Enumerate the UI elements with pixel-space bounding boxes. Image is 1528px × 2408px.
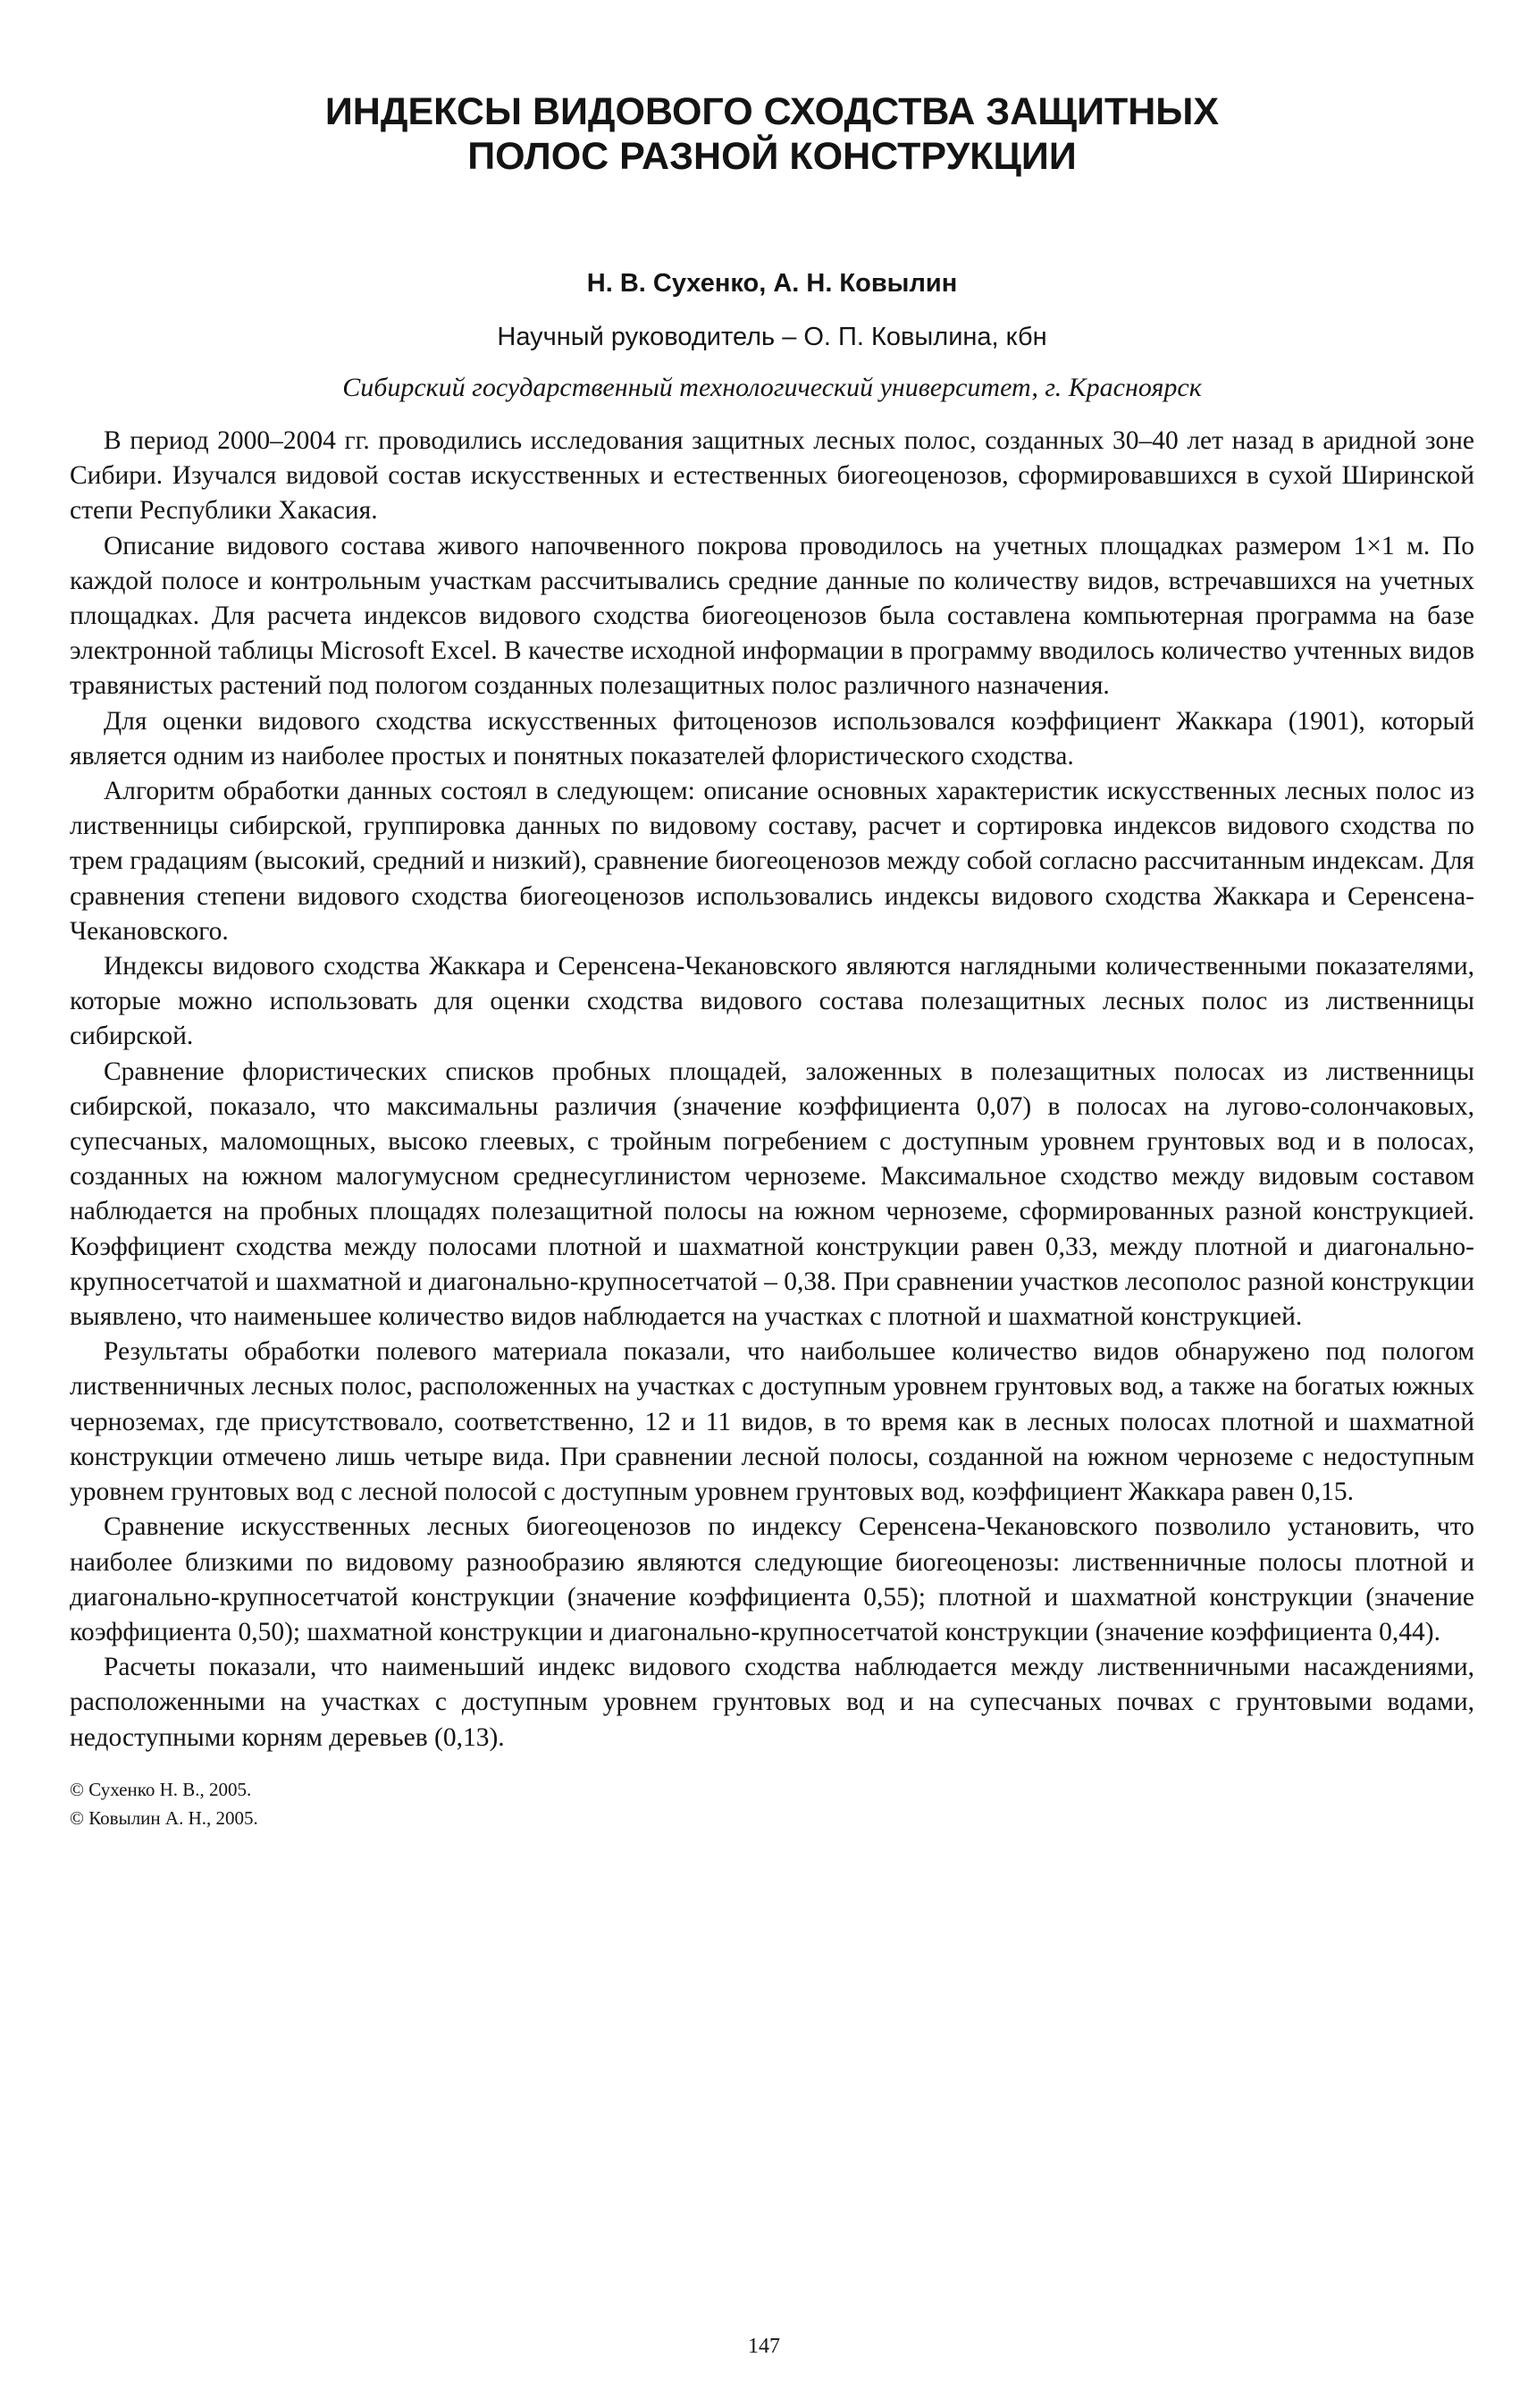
title-line-2: ПОЛОС РАЗНОЙ КОНСТРУКЦИИ (467, 135, 1077, 178)
affiliation: Сибирский государственный технологический университет, г. Красноярск (342, 373, 1202, 402)
scientific-supervisor: Научный руководитель – О. П. Ковылина, кбн (497, 323, 1047, 351)
authors: Н. В. Сухенко, А. Н. Ковылин (586, 269, 958, 298)
article-title (70, 89, 1474, 179)
copyright-line: © Ковылин А. Н., 2005. (70, 1806, 258, 1829)
paragraph: Описание видового состава живого напочвенного покрова проводилось на учетных площадках размером 1×1 м. По каждой полосе и контрольным участкам рассчитывались средние данные по количеству видов, встречавшихся на учетных площадках. Для расчета индексов видового сходства биогеоценозов была составлена компьютерная программа на базе электронной таблицы Microsoft Excel. В качестве исходной информации в программу вводилось количество учтенных видов травянистых растений под пологом созданных полезащитных полос различного назначения. (70, 531, 1474, 701)
title-line-1: ИНДЕКСЫ ВИДОВОГО СХОДСТВА ЗАЩИТНЫХ (324, 90, 1220, 133)
paragraph: Результаты обработки полевого материала показали, что наибольшее количество видов обнаружено под пологом лиственничных лесных полос, расположенных на участках с доступным уровнем грунтовых вод, а также на богатых южных черноземах, где присутствовало, соответственно, 12 и 11 видов, в то время как в лесных полосах плотной и шахматной конструкции отмечено лишь четыре вида. При сравнении лесной полосы, созданной на южном черноземе с недоступным уровнем грунтовых вод с лесной полосой с доступным уровнем грунтовых вод, коэффициент Жаккара равен 0,15. (70, 1337, 1474, 1507)
paragraph: Алгоритм обработки данных состоял в следующем: описание основных характеристик искусственных лесных полос из лиственницы сибирской, группировка данных по видовому составу, расчет и сортировка индексов видового сходства по трем градациям (высокий, средний и низкий), сравнение биогеоценозов между собой согласно рассчитанным индексам. Для сравнения степени видового сходства биогеоценозов использовались индексы видового сходства Жаккара и Серенсена-Чекановского. (70, 777, 1474, 946)
paragraph: Индексы видового сходства Жаккара и Серенсена-Чекановского являются наглядными количественными показателями, которые можно использовать для оценки сходства видового состава полезащитных лесных полос из лиственницы сибирской. (70, 952, 1474, 1051)
paragraph: Сравнение искусственных лесных биогеоценозов по индексу Серенсена-Чекановского позволило установить, что наиболее близкими по видовому разнообразию являются следующие биогеоценозы: лиственничные полосы плотной и диагонально-крупносетчатой конструкции (значение коэффициента 0,55); плотной и шахматной конструкции (значение коэффициента 0,50); шахматной конструкции и диагонально-крупносетчатой конструкции (значение коэффициента 0,44). (70, 1512, 1474, 1646)
paragraph: Расчеты показали, что наименьший индекс видового сходства наблюдается между лиственничными насаждениями, расположенными на участках с доступным уровнем грунтовых вод и на супесчаных почвах с грунтовыми водами, недоступными корням деревьев (0,13). (70, 1653, 1474, 1752)
article-body (70, 424, 1474, 1755)
paragraph: В период 2000–2004 гг. проводились исследования защитных лесных полос, созданных 30–40 лет назад в аридной зоне Сибири. Изучался видовой состав искусственных и естественных биогеоценозов, сформировавшихся в сухой Ширинской степи Республики Хакасия. (70, 426, 1474, 526)
copyright-line: © Сухенко Н. В., 2005. (70, 1778, 252, 1800)
paragraph: Сравнение флористических списков пробных площадей, заложенных в полезащитных полосах из лиственницы сибирской, показало, что максимальны различия (значение коэффициента 0,07) в полосах на лугово-солончаковых, супесчаных, маломощных, высоко глеевых, с тройным погребением с доступным уровнем грунтовых вод и в полосах, созданных на южном малогумусном среднесуглинистом черноземе. Максимальное сходство между видовым составом наблюдается на пробных площадях полезащитной полосы на южном черноземе, сформированных разной конструкцией. Коэффициент сходства между полосами плотной и шахматной конструкции равен 0,33, между плотной и диагонально-крупносетчатой и шахматной и диагонально-крупносетчатой – 0,38. При сравнении участков лесополос разной конструкции выявлено, что наименьшее количество видов наблюдается на участках с плотной и шахматной конструкцией. (70, 1057, 1474, 1332)
paragraph: Для оценки видового сходства искусственных фитоценозов использовался коэффициент Жаккара (1901), который является одним из наиболее простых и понятных показателей флористического сходства. (70, 706, 1474, 770)
copyright-notes (70, 1775, 1474, 1832)
page-number: 147 (748, 2335, 780, 2358)
